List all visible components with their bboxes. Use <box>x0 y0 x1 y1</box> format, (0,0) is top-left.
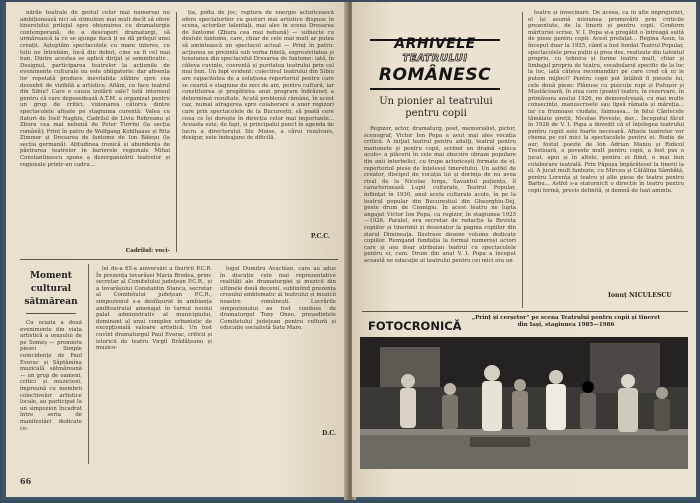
article-author: Ionuț NICULESCU <box>608 292 672 299</box>
left-column-5-text: logul Dumitru Avachian, care au adus în discuție cele mai reprezentative realități ale dramaturgiei și muzicii din ultimele două decenii, subliniind prezența crosului emblematic al teatrului și muzicii noastre românești. Lucrările simpozionului au fost conduse de dramaturgul Tony Oneo, președintele Comitetului județean pentru cultură și educație socialistă Satu Mare. <box>220 266 336 332</box>
left-column-5 <box>220 266 336 414</box>
column-divider-2 <box>88 264 89 464</box>
left-column-3 <box>20 320 82 470</box>
moment-cultural-title: Moment cultural sătmărean <box>24 271 78 307</box>
left-column-4-text: lei de-a 65-a aniversări a făuririi P.C.R. În prezența tovarășei Maria Brodea, prim-secretar al Comitetului județean P.C.R., și a tovarășului Constantin Stanca, secretar al Comitetului județean P.C.R., simpozionul s-a desfășurat în ambianța amfiteatrului amenajat în turnul noului palat administrativ al municipiului, dominant al unui complex urbanistic de excepțională valoare artistică. Un fost cuvînt dramaturgul Paul Everac, criticii și istoricii de teatru Virgil Brădățeanu și muzico- <box>96 266 212 352</box>
right-column-divider <box>522 12 523 308</box>
left-column-2-text: ția, pofta de joc, ruptura de energie actoricească ofere spectatorilor cu gusturi mai artistice dispuse în scena, actorilor talentați, mai ales în scena Dresarea de fantome (Zbura cea mai nebună) — subiecte cu destule fantome, care, chiar de cele mai mult ar putea să amintească un spectacol actual — Prinț în patru: acțiunea se prezintă sub vorba fidelă, expresivitatea și tensiunea din spectacolul Dresarea de fantome: iată, în câteva cuvinte, coerentă și puritatea teatrului prin cel mai bun. Un fapt evident: colectivul teatrului din Sibiu are capacitatea de a soluționa repertoriul pentru care se ceartă o stagiune de zeci de ani, pentru cultură, iar constituirea și pregătirea unui program îndrăzneț a determinat rezultate. Acută problemă rămâne, în acest caz, numai atragerea spre colaborare a unor regizori care prin spectacolele de la Bucureștii, să poată cere ceea ce își dorește în direcția celor mai importante... Aceasta este, de fapt, și principalul punct în agenda de lucru a directorului Ilie Moise, a cărui rezolvare, desigur, este îndeajuns de dificilă. <box>182 10 334 142</box>
logo-line-bottom <box>370 88 500 90</box>
left-column-3-text: Cu ocazia a două evenimente din viața artistică a orașului de pe Someș — premiera piesei Simple coincidențe de Paul Everac și Săptămîna muzicală sătmăreană — un grup de oameni, critici și muzicieni, împreună cu membrii colectivelor artistice locale, au participat la un simpozion încadrat între seria de manifestări dedicate ce- <box>20 320 82 432</box>
left-column-1-signoff: Cadrilul: voci- <box>125 248 170 254</box>
left-column-5-signoff: D.C. <box>322 430 336 437</box>
photo-caption: „Prinț și cerșetor” pe scena Teatrului pentru copii și tineret din Iași, stagiunea 1985—1986 <box>471 315 661 328</box>
left-column-4 <box>96 266 212 462</box>
logo-word-romanesc: ROMÂNESC <box>378 65 492 85</box>
right-column-2-text: teatru și învecinare. De aceea, ca în alte împrejurări, el își asumă misiunea promovării prin criticile prezentate, de la tinerii și pentru copii. Conform mărturiei scrise, V. I. Popa și-a pregătit o întreagă suită de piese pentru copii: Acest prefațat... Regina Asun, la început doar la 1925, când a fost fondat Teatrul Popular, spectacolele prea puțin și prea des, realizate din talentul propriu, cu tehnica și forme teatru mult, chiar și limbajul propriu de teatru, vocabularul specific de la loc la loc, iată câteva recomandări pe care cred că ni le putem mijloci? Pentru copii pot întâlnii fi piesele lui, cele două piese: Plănuse cu pisicuțe rupi și Pufușor și Mustăcioară, în ziua care (poate) teatru, în rezervare, în primăvara anului 1926, ne demonstrează, cu mai multe consecințe, manuscrisele sau lipsă râmata și măreția... iar cu frumoase ciudate, faimoasa... în felul Cântecele tămâiate șireții, Nicolae Poveste, dar... Începutul făcut în 1926 de V. I. Popa a dovedit că el înțelegea teatrului pentru copiii este foarte necesară. Afișele teatrelor vor chema pe cei mici la spectacolele pentru ei. Rodie de aur, fostul poezie de Ion Adrian Maniu și Ridicol Trestioară, o poveste mult pentru copii, a fost pus o jucat, apoi și în altele, pentru ei fiind, o mai bun colaborare teatrală. Prin Păpușa împărătesei la tinerii la el. A jucat mult fantezie, cu Mircea și Cătălina Sâmbătă, pentru Lorența și teatru și alte piese de teatru pentru Barbu... Astfel s-a statornicit o direcție în teatru pentru copii fermă, precis definită, și demnă de luat aminte. <box>528 10 684 195</box>
left-column-1 <box>20 10 170 248</box>
right-page <box>352 2 696 497</box>
page-number: 66 <box>20 476 32 486</box>
moment-title-underline <box>26 313 76 314</box>
stage-photo <box>360 337 688 469</box>
article-title: Un pionier al teatrului pentru copii <box>379 96 493 119</box>
horizontal-divider <box>20 259 338 260</box>
logo-word-teatrului: TEATRULUI <box>402 53 468 64</box>
left-column-1-text: närile teatrale de gestul celor mai numeroși nu ambiționează nici să stimuleze mai mult decît să ofere tineretului prilejul spre obișnuirea cu dramaturgia contemporană, de a descoperi dramaturgi, să urmărească la ce se ajunge dacă ți se dă prilejul unei creații. Așteptăm spectacolele cu mare interes, cu toții ne întrebăm, încă din debut, cine va fi cel mai bun. Dintre acestea se aplică dirijat și semnificativ... Designul, participarea teatrelor la acțiunile de evenimente culturale nu este obligatorie: dar absența lor repetată produce inevitabila slăbire spre cea deosebit de vizibilă a artistice. Aflăm, ce face teatrul din Sibiu? Care e cauza izolării sale? Iată interesul pentru că care deposedează A.T.M. a organizat pentru un grup de critici, vizionarea câtorva dintre spectacolele afișate pe stagiunea curentă: Valea cu flaturi de Iosif Naghiu, Cadrilul de Liviu Rebreanu și Zbura cea mai nebună de Peter Turrini (la secția română); Prinț în patru de Wolfgang Kohlhaase și Rita Zimmer și Dresarea de fantome de Ion Băieșu (la secția germană). Atitudinea ironică și abundența de păstrarea teatrelor în barierele regionale Mihai Constantinescu spune a dezorganizării teatrelor și regionale printr-un cadru... <box>20 10 170 168</box>
magazine-spread <box>2 2 698 500</box>
left-column-2-signoff: P.C.C. <box>310 233 330 240</box>
left-page <box>6 2 348 497</box>
column-divider <box>176 12 177 252</box>
right-column-1 <box>364 126 516 306</box>
right-column-2 <box>528 10 684 286</box>
fotocronica-divider <box>362 311 688 312</box>
left-column-2 <box>182 10 334 228</box>
fotocronica-heading: FOTOCRONICĂ <box>368 319 462 333</box>
logo-word-arhivele: ARHIVELE <box>394 36 476 52</box>
stage-photo-image <box>360 337 688 469</box>
arhivele-teatrului-logo <box>364 36 506 92</box>
right-column-1-text: Regizor, actor, dramaturg, poet, memorialist, pictor, scenograf, Victor Ion Popa a avut mai ales vocația criticii. A iniţiat teatrul pentru adulţi, teatrul pentru marionete și pentru copii, scriind un dramă «pleca acolo» a plăcerii în cele mai obscure obraze populare din anii interbelici, cu trupe actoricești formate de el, repertoriul piese de înțelesul tineretului. Un astfel de creator, discipol de vocația lui și dorinţa de nu avea rival de la Nicolae Iorga, Savantul pațiența, îl caracterizează Lupii culturale, Teatrul Popular, înființat în 1930, anul acela culturale acolo, în pe la teatrul popular din Bucureștiul din Gheorghiu-Dej, peste drum de Cișmigiu. În acest teatru ne lupta angajat Victor Ion Popa, ca regizor, în stagiunea 1925—1926. Paralel, era secretar de redacție la Revista copiilor și tinerimii și desenator la pagina copiilor din ziarul Dimineaţa. Ilustrase desene volume dedicate copiilor. Remijand fundația la formal numeroși actori care și așa doar atribuiau teatrul cu spectacolele pentru ei, cum. Drum din anul V. I. Popa a început această ne educație al teatrului pentru cei mici era un <box>364 126 516 264</box>
